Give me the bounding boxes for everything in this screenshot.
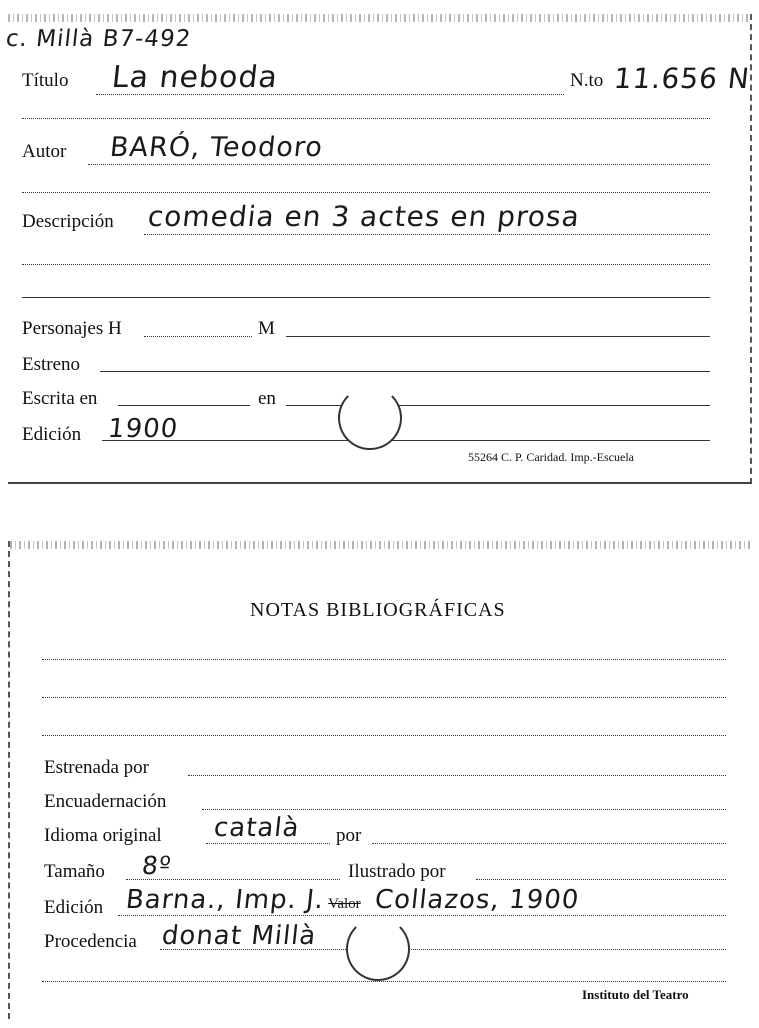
edicion-back-label: Edición: [44, 897, 104, 918]
edicion-struck-word: Valor: [328, 896, 361, 912]
autor-label: Autor: [22, 141, 67, 162]
titulo-label: Título: [22, 70, 69, 91]
notes-line-1: [42, 659, 726, 660]
idioma-value: català: [212, 813, 302, 843]
notes-line-3: [42, 735, 726, 736]
punch-hole-back: [346, 917, 410, 981]
personajes-h-line: [144, 336, 252, 337]
numero-label: N.to: [570, 70, 604, 91]
institution-name: Instituto del Teatro: [582, 987, 689, 1002]
notes-line-2: [42, 697, 726, 698]
descripcion-line-3: [22, 297, 710, 298]
descripcion-line: [144, 234, 710, 235]
autor-line: [88, 164, 710, 165]
escrita-en-label: en: [258, 388, 276, 409]
printer-imprint: 55264 C. P. Caridad. Imp.-Escuela: [468, 450, 634, 464]
catalog-card-back: [8, 541, 752, 1019]
procedencia-label: Procedencia: [44, 931, 137, 952]
estrenada-label: Estrenada por: [44, 757, 149, 778]
idioma-por-line: [372, 843, 726, 844]
edicion-back-value: [126, 885, 579, 915]
personajes-label: Personajes H: [22, 318, 122, 339]
edicion-back-line: [118, 915, 726, 916]
idioma-line: [206, 843, 330, 844]
edicion-back-value-b: Collazos, 1900: [373, 885, 581, 915]
autor-value: BARÓ, Teodoro: [108, 132, 325, 163]
estreno-label: Estreno: [22, 354, 81, 375]
edicion-line: [102, 440, 710, 441]
idioma-label: Idioma original: [44, 825, 162, 846]
punch-hole: [338, 386, 402, 450]
tamano-value: 8º: [140, 851, 174, 880]
tamano-label: Tamaño: [44, 861, 105, 882]
edicion-label: Edición: [22, 424, 82, 445]
titulo-line-2: [22, 118, 710, 119]
card-edge-texture-back: [10, 541, 752, 549]
escrita-line: [118, 405, 250, 406]
card-edge-texture: [8, 14, 750, 22]
encuadernacion-line: [202, 809, 726, 810]
ilustrado-line: [476, 879, 726, 880]
personajes-m-line: [286, 336, 710, 337]
personajes-m-label: M: [258, 318, 275, 339]
edicion-value: 1900: [106, 414, 180, 444]
numero-value: 11.656 N: [612, 62, 752, 95]
estreno-line: [100, 371, 710, 372]
encuadernacion-label: Encuadernación: [44, 791, 167, 812]
descripcion-label: Descripción: [22, 211, 114, 232]
descripcion-line-2: [22, 264, 710, 265]
autor-line-2: [22, 192, 710, 193]
notes-heading: NOTAS BIBLIOGRÁFICAS: [250, 599, 506, 621]
ilustrado-label: Ilustrado por: [348, 861, 446, 882]
edicion-back-value-a: Barna., Imp. J.: [124, 885, 326, 915]
catalog-card-front: [4, 14, 752, 484]
titulo-value: La neboda: [110, 60, 280, 95]
idioma-por-label: por: [336, 825, 362, 846]
procedencia-value: donat Millà: [160, 921, 318, 951]
reference-note: c. Millà B7-492: [4, 26, 193, 52]
notes-line-last: [42, 981, 726, 982]
descripcion-value: comedia en 3 actes en prosa: [146, 200, 582, 233]
escrita-label: Escrita en: [22, 388, 98, 409]
estrenada-line: [188, 775, 726, 776]
